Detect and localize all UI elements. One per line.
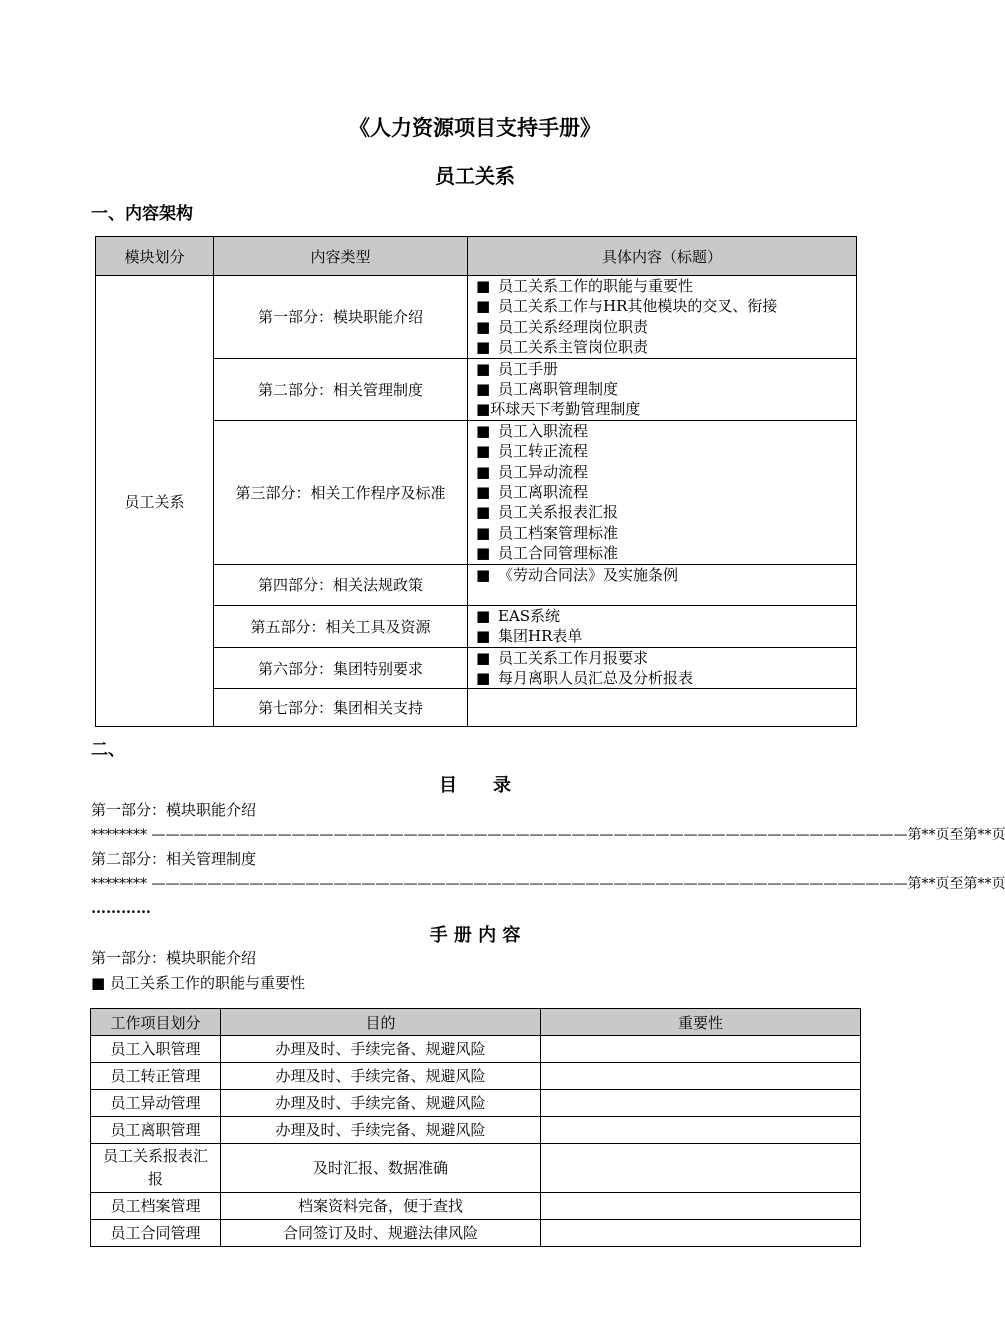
list-item: ■ EAS系统 xyxy=(476,606,561,625)
manual-heading: 手 册 内 容 xyxy=(429,925,521,946)
table-row xyxy=(91,1063,861,1090)
list-item: ■ 员工离职管理制度 xyxy=(476,380,619,399)
document-subtitle: 员工关系 xyxy=(435,164,515,188)
toc-entry-leader: ******** ——————————————————————————————————————————————————————第**页至第**页 xyxy=(91,827,1005,843)
column-header: 具体内容（标题） xyxy=(468,237,857,276)
content-items-cell xyxy=(468,358,857,420)
item-cell: 员工入职管理 xyxy=(91,1036,221,1063)
toc-entry-label: 第一部分：模块职能介绍 xyxy=(91,801,257,819)
importance-cell xyxy=(541,1090,861,1117)
bullet-icon: ■ xyxy=(476,442,491,461)
list-item: ■ 员工离职流程 xyxy=(476,483,589,502)
bullet-icon: ■ xyxy=(476,606,491,625)
bullet-icon: ■ xyxy=(476,503,491,522)
bullet-icon: ■ xyxy=(476,544,491,563)
column-header: 重要性 xyxy=(541,1009,861,1036)
table-row xyxy=(91,1220,861,1247)
document-title: 《人力资源项目支持手册》 xyxy=(349,115,601,140)
list-item: ■ 员工档案管理标准 xyxy=(476,523,619,542)
list-item: ■ 员工入职流程 xyxy=(476,421,589,440)
list-item: ■ 集团HR表单 xyxy=(476,627,583,646)
purpose-cell: 及时汇报、数据准确 xyxy=(221,1144,541,1193)
section-heading-toc: 二、 xyxy=(91,740,125,760)
bullet-icon: ■ xyxy=(476,297,491,316)
purpose-cell: 档案资料完备，便于查找 xyxy=(221,1193,541,1220)
purpose-cell: 办理及时、手续完备、规避风险 xyxy=(221,1117,541,1144)
purpose-cell: 办理及时、手续完备、规避风险 xyxy=(221,1090,541,1117)
table-row xyxy=(91,1036,861,1063)
manual-bullet-label: ■ 员工关系工作的职能与重要性 xyxy=(91,974,305,992)
section-heading-structure: 一、内容架构 xyxy=(91,204,193,224)
item-cell: 员工合同管理 xyxy=(91,1220,221,1247)
importance-cell xyxy=(541,1220,861,1247)
content-type-cell: 第七部分：集团相关支持 xyxy=(214,689,468,727)
bullet-icon: ■ xyxy=(476,277,491,295)
list-item: ■ 员工关系工作与HR其他模块的交叉、衔接 xyxy=(476,297,778,316)
purpose-cell: 合同签订及时、规避法律风险 xyxy=(221,1220,541,1247)
list-item: ■ 每月离职人员汇总及分析报表 xyxy=(476,669,694,688)
purpose-cell: 办理及时、手续完备、规避风险 xyxy=(221,1036,541,1063)
list-item: ■ 员工关系主管岗位职责 xyxy=(476,338,649,357)
content-type-cell: 第六部分：集团特别要求 xyxy=(214,647,468,689)
bullet-icon: ■ xyxy=(476,317,491,336)
importance-cell xyxy=(541,1036,861,1063)
bullet-icon: ■ xyxy=(476,380,491,399)
bullet-icon: ■ xyxy=(476,421,491,440)
toc-entry-label: 第二部分：相关管理制度 xyxy=(91,850,257,868)
content-type-cell: 第五部分：相关工具及资源 xyxy=(214,605,468,647)
item-cell: 员工离职管理 xyxy=(91,1117,221,1144)
list-item: ■环球天下考勤管理制度 xyxy=(476,400,641,419)
list-item: ■ 《劳动合同法》及实施条例 xyxy=(476,565,679,584)
content-type-cell: 第三部分：相关工作程序及标准 xyxy=(214,420,468,564)
duty-table xyxy=(90,1008,861,1247)
bullet-icon: ■ xyxy=(476,669,491,688)
list-item: ■ 员工关系工作的职能与重要性 xyxy=(476,277,694,295)
table-row xyxy=(96,276,857,359)
column-header: 模块划分 xyxy=(96,237,214,276)
column-header: 内容类型 xyxy=(214,237,468,276)
table-row xyxy=(91,1144,861,1193)
column-header: 工作项目划分 xyxy=(91,1009,221,1036)
bullet-icon: ■ xyxy=(476,483,491,502)
bullet-icon: ■ xyxy=(476,523,491,542)
content-items-cell xyxy=(468,647,857,689)
list-item: ■ 员工异动流程 xyxy=(476,462,589,481)
bullet-icon: ■ xyxy=(476,648,491,667)
importance-cell xyxy=(541,1193,861,1220)
list-item: ■ 员工手册 xyxy=(476,359,559,378)
table-row xyxy=(91,1193,861,1220)
list-item: ■ 员工合同管理标准 xyxy=(476,544,619,563)
content-type-cell: 第二部分：相关管理制度 xyxy=(214,358,468,420)
item-cell: 员工关系报表汇报 xyxy=(91,1144,221,1193)
importance-cell xyxy=(541,1117,861,1144)
bullet-icon: ■ xyxy=(476,400,491,419)
content-items-cell xyxy=(468,564,857,605)
item-cell: 员工转正管理 xyxy=(91,1063,221,1090)
content-type-cell: 第四部分：相关法规政策 xyxy=(214,564,468,605)
table-row xyxy=(91,1117,861,1144)
toc-entry-leader: ******** ——————————————————————————————————————————————————————第**页至第**页 xyxy=(91,876,1005,892)
toc-heading: 目 录 xyxy=(439,775,511,796)
table-row xyxy=(91,1090,861,1117)
list-item: ■ 员工转正流程 xyxy=(476,442,589,461)
content-items-cell xyxy=(468,276,857,359)
module-cell: 员工关系 xyxy=(96,276,214,727)
content-items-cell xyxy=(468,420,857,564)
bullet-icon: ■ xyxy=(476,359,491,378)
content-type-cell: 第一部分：模块职能介绍 xyxy=(214,276,468,359)
structure-table xyxy=(95,236,857,727)
content-items-cell xyxy=(468,689,857,727)
content-items-cell xyxy=(468,605,857,647)
importance-cell xyxy=(541,1144,861,1193)
item-cell: 员工档案管理 xyxy=(91,1193,221,1220)
toc-ellipsis: ………… xyxy=(91,899,151,917)
column-header: 目的 xyxy=(221,1009,541,1036)
table-header-row xyxy=(96,237,857,276)
manual-part-label: 第一部分：模块职能介绍 xyxy=(91,949,257,967)
list-item: ■ 员工关系报表汇报 xyxy=(476,503,619,522)
importance-cell xyxy=(541,1063,861,1090)
list-item: ■ 员工关系经理岗位职责 xyxy=(476,317,649,336)
table-header-row xyxy=(91,1009,861,1036)
bullet-icon: ■ xyxy=(476,565,491,584)
bullet-icon: ■ xyxy=(476,462,491,481)
bullet-icon: ■ xyxy=(476,338,491,357)
purpose-cell: 办理及时、手续完备、规避风险 xyxy=(221,1063,541,1090)
bullet-icon: ■ xyxy=(476,627,491,646)
list-item: ■ 员工关系工作月报要求 xyxy=(476,648,649,667)
item-cell: 员工异动管理 xyxy=(91,1090,221,1117)
